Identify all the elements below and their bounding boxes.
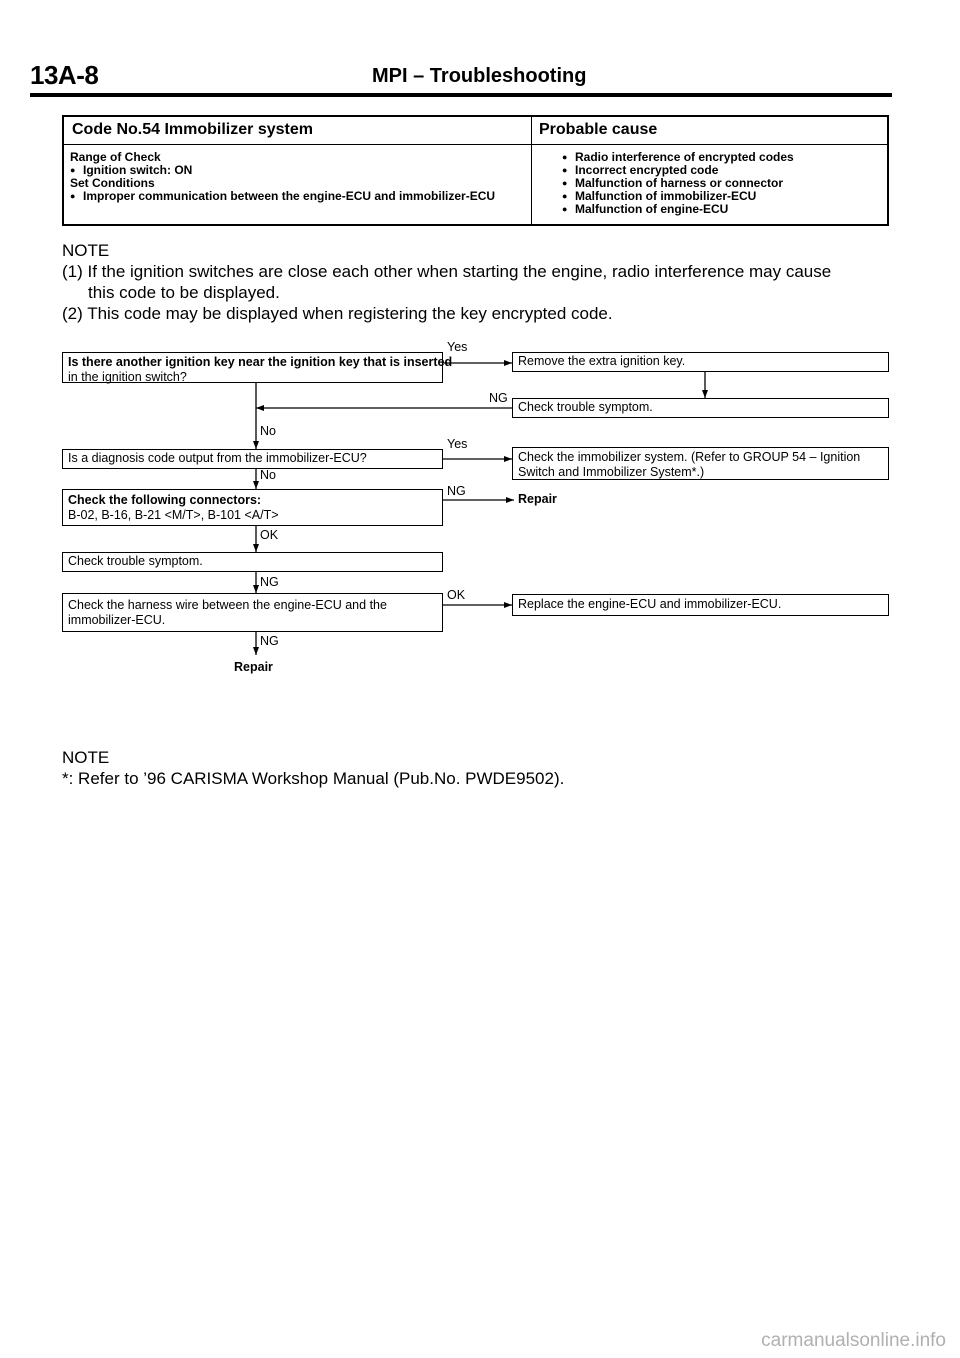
box-line: B-02, B-16, B-21 <M/T>, B-101 <A/T> [68, 508, 279, 522]
ok-label: OK [447, 588, 466, 602]
code-heading: Code No.54 Immobilizer system [72, 121, 313, 138]
range-label: Range of Check [70, 150, 161, 164]
question-line: Is there another ignition key near the ignition key that is inserted [68, 355, 453, 369]
check-trouble-symptom-box: Check trouble symptom. [512, 398, 889, 418]
probable-cause-heading: Probable cause [539, 121, 658, 138]
cause-item: ● Incorrect encrypted code [562, 164, 794, 177]
footnote-text: *: Refer to ’96 CARISMA Workshop Manual (Pub.No. PWDE9502). [62, 769, 565, 788]
watermark: carmanualsonline.info [761, 1330, 946, 1351]
range-item: ● Ignition switch: ON [70, 164, 495, 177]
cause-item: ● Radio interference of encrypted codes [562, 151, 794, 164]
note-heading: NOTE [62, 241, 110, 260]
repair-label: Repair [234, 660, 273, 674]
replace-ecu-box: Replace the engine-ECU and immobilizer-ECU. [512, 594, 889, 616]
box-line: Check the following connectors: [68, 493, 262, 507]
check-harness-box [62, 593, 443, 632]
note-item-continued: this code to be displayed. [88, 283, 280, 302]
page-title: MPI – Troubleshooting [372, 65, 587, 87]
question-extra-key [62, 352, 453, 384]
check-trouble-symptom-box: Check trouble symptom. [62, 552, 443, 572]
no-label: No [260, 424, 276, 438]
box-line: Check the harness wire between the engine-ECU and the [68, 598, 387, 612]
no-label: No [260, 468, 276, 482]
box-line: Check the immobilizer system. (Refer to GROUP 54 – Ignition [518, 450, 861, 464]
yes-label: Yes [447, 340, 468, 354]
ng-label: NG [489, 391, 508, 405]
note-item: (2) This code may be displayed when registering the key encrypted code. [62, 304, 613, 323]
check-connectors-box [62, 489, 443, 526]
repair-label: Repair [518, 492, 557, 506]
check-immobilizer-box [512, 447, 889, 480]
yes-label: Yes [447, 437, 468, 451]
cause-item: ● Malfunction of immobilizer-ECU [562, 190, 794, 203]
box-line: immobilizer-ECU. [68, 613, 166, 627]
remove-extra-key-box: Remove the extra ignition key. [512, 352, 889, 372]
note-item: (1) If the ignition switches are close each other when starting the engine, radio interference may cause [62, 262, 832, 281]
set-label: Set Conditions [70, 176, 155, 190]
cause-item: ● Malfunction of harness or connector [562, 177, 794, 190]
page-code: 13A-8 [30, 60, 99, 90]
ng-label: NG [447, 484, 466, 498]
set-item: ● Improper communication between the engine-ECU and immobilizer-ECU [70, 190, 495, 203]
question-line: in the ignition switch? [68, 370, 187, 384]
ok-label: OK [260, 528, 279, 542]
ng-label: NG [260, 575, 279, 589]
footnote-block [62, 747, 564, 789]
cause-item: ● Malfunction of engine-ECU [562, 203, 794, 216]
ng-label: NG [260, 634, 279, 648]
box-line: Switch and Immobilizer System*.) [518, 465, 705, 479]
note-heading: NOTE [62, 748, 110, 767]
question-diagnosis-code: Is a diagnosis code output from the immobilizer-ECU? [62, 449, 443, 469]
